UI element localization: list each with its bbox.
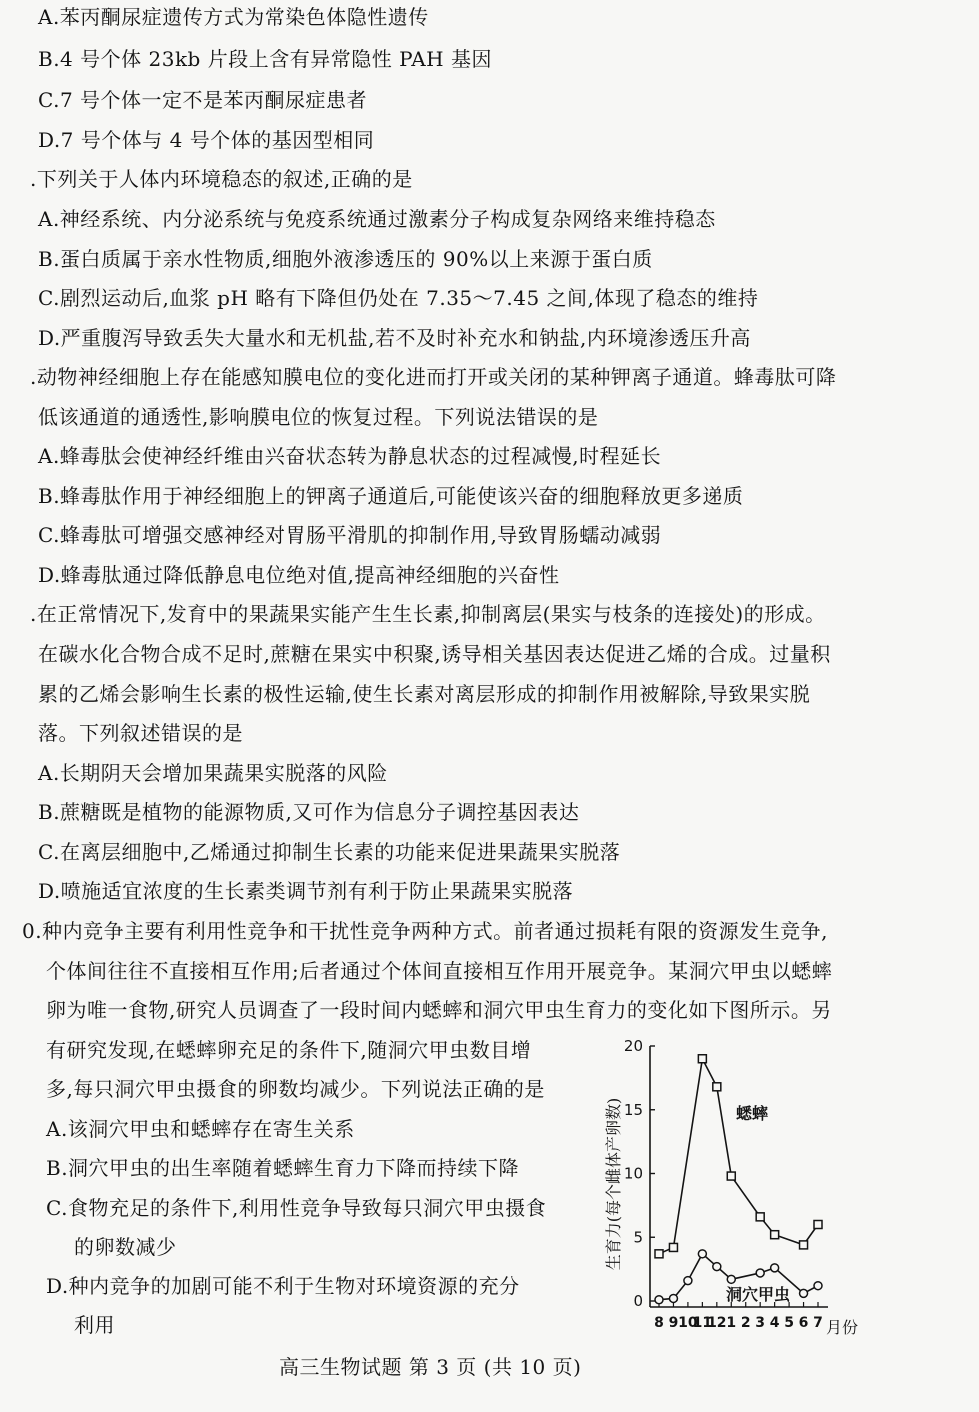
q10-stem-line-4: 有研究发现,在蟋蟀卵充足的条件下,随洞穴甲虫数目增 — [46, 1038, 532, 1062]
x-tick-label: 2 — [740, 1315, 751, 1331]
page-footer: 高三生物试题 第 3 页 (共 10 页) — [279, 1355, 582, 1379]
x-tick-label: 1 — [726, 1315, 737, 1331]
cricket-data-point — [669, 1243, 677, 1251]
q10-option-c-cont: 的卵数减少 — [74, 1235, 177, 1259]
y-tick-label: 5 — [633, 1228, 643, 1247]
q7-stem: .下列关于人体内环境稳态的叙述,正确的是 — [30, 167, 413, 191]
cricket-data-point — [655, 1250, 663, 1258]
x-tick-label: 10 — [678, 1315, 698, 1331]
x-tick-label: 6 — [798, 1315, 809, 1331]
q10-option-b: B.洞穴甲虫的出生率随着蟋蟀生育力下降而持续下降 — [46, 1156, 520, 1180]
x-tick-label: 11 — [692, 1315, 713, 1331]
q8-stem-line-1: .动物神经细胞上存在能感知膜电位的变化进而打开或关闭的某种钾离子通道。蜂毒肽可降 — [30, 365, 837, 389]
option-c-individual-7: C.7 号个体一定不是苯丙酮尿症患者 — [38, 88, 368, 112]
q8-option-a: A.蜂毒肽会使神经纤维由兴奋状态转为静息状态的过程减慢,时程延长 — [38, 444, 662, 468]
option-d-genotype: D.7 号个体与 4 号个体的基因型相同 — [38, 128, 375, 152]
q10-option-c: C.食物充足的条件下,利用性竞争导致每只洞穴甲虫摄食 — [46, 1196, 547, 1220]
y-tick-label: 20 — [623, 1037, 643, 1055]
q7-option-c: C.剧烈运动后,血浆 pH 略有下降但仍处在 7.35～7.45 之间,体现了稳态的维持 — [38, 286, 759, 310]
beetle-data-point — [756, 1269, 764, 1277]
y-tick-label: 15 — [623, 1100, 643, 1119]
beetle-data-point — [713, 1263, 721, 1271]
q9-option-d: D.喷施适宜浓度的生长素类调节剂有利于防止果蔬果实脱落 — [38, 879, 574, 903]
cricket-data-point — [756, 1213, 764, 1221]
cricket-data-point — [698, 1055, 706, 1063]
x-tick-label: 4 — [769, 1315, 780, 1331]
series-lines — [659, 1059, 818, 1300]
q10-stem-line-5: 多,每只洞穴甲虫摄食的卵数均减少。下列说法正确的是 — [46, 1077, 545, 1101]
y-tick-label: 0 — [633, 1292, 643, 1310]
beetle-data-point — [814, 1282, 822, 1290]
q7-option-a: A.神经系统、内分泌系统与免疫系统通过激素分子构成复杂网络来维持稳态 — [38, 207, 716, 231]
cricket-data-point — [727, 1172, 735, 1180]
beetle-data-point — [800, 1289, 808, 1297]
q7-option-d: D.严重腹泻导致丢失大量水和无机盐,若不及时补充水和钠盐,内环境渗透压升高 — [38, 326, 751, 350]
q10-stem-line-2: 个体间往往不直接相互作用;后者通过个体间直接相互作用开展竞争。某洞穴甲虫以蟋蟀 — [46, 959, 833, 983]
q8-stem-line-2: 低该通道的通透性,影响膜电位的恢复过程。下列说法错误的是 — [38, 405, 599, 429]
x-tick-label: 7 — [813, 1315, 823, 1331]
q8-option-c: C.蜂毒肽可增强交感神经对胃肠平滑肌的抑制作用,导致胃肠蠕动减弱 — [38, 523, 662, 547]
q8-option-d: D.蜂毒肽通过降低静息电位绝对值,提高神经细胞的兴奋性 — [38, 563, 560, 587]
q10-option-d-cont: 利用 — [74, 1313, 115, 1337]
beetle-data-point — [698, 1250, 706, 1258]
beetle-data-point — [727, 1275, 735, 1283]
x-tick-label: 3 — [755, 1315, 766, 1331]
q8-option-b: B.蜂毒肽作用于神经细胞上的钾离子通道后,可能使该兴奋的细胞释放更多递质 — [38, 484, 744, 508]
q9-stem-line-3: 累的乙烯会影响生长素的极性运输,使生长素对离层形成的抑制作用被解除,导致果实脱 — [38, 682, 811, 706]
y-axis-label: 生育力(每个雌体产卵数) — [604, 1097, 623, 1271]
q9-stem-line-2: 在碳水化合物合成不足时,蔗糖在果实中积聚,诱导相关基因表达促进乙烯的合成。过量积 — [38, 642, 831, 666]
q10-option-d: D.种内竞争的加剧可能不利于生物对环境资源的充分 — [46, 1274, 520, 1298]
x-tick-label: 12 — [707, 1315, 727, 1331]
option-a-pku-inheritance: A.苯丙酮尿症遗传方式为常染色体隐性遗传 — [38, 5, 429, 29]
legend-label-beetle: 洞穴甲虫 — [726, 1285, 791, 1304]
x-tick-label: 8 — [654, 1315, 664, 1331]
x-tick-label: 9 — [668, 1315, 679, 1331]
beetle-data-point — [655, 1296, 663, 1304]
series-line-cricket — [659, 1059, 818, 1254]
x-axis-label: 月份 — [826, 1318, 859, 1337]
q10-stem-line-1: 0.种内竞争主要有利用性竞争和干扰性竞争两种方式。前者通过损耗有限的资源发生竞争, — [22, 919, 828, 943]
legend-label-cricket: 蟋蟀 — [736, 1104, 769, 1123]
fecundity-chart — [598, 1036, 868, 1342]
chart-axes — [650, 1046, 828, 1307]
cricket-data-point — [814, 1221, 822, 1229]
q9-option-a: A.长期阴天会增加果蔬果实脱落的风险 — [38, 761, 388, 785]
beetle-data-point — [771, 1264, 779, 1272]
cricket-data-point — [771, 1231, 779, 1239]
q9-option-c: C.在离层细胞中,乙烯通过抑制生长素的功能来促进果蔬果实脱落 — [38, 840, 621, 864]
y-tick-label: 10 — [623, 1164, 643, 1183]
x-tick-label: 5 — [784, 1315, 794, 1331]
q10-option-a: A.该洞穴甲虫和蟋蟀存在寄生关系 — [46, 1117, 355, 1141]
beetle-data-point — [684, 1277, 692, 1285]
cricket-data-point — [800, 1241, 808, 1249]
q9-option-b: B.蔗糖既是植物的能源物质,又可作为信息分子调控基因表达 — [38, 800, 580, 824]
beetle-data-point — [669, 1294, 677, 1302]
series-markers — [655, 1055, 822, 1304]
q9-stem-line-4: 落。下列叙述错误的是 — [38, 721, 243, 745]
q9-stem-line-1: .在正常情况下,发育中的果蔬果实能产生生长素,抑制离层(果实与枝条的连接处)的形成。 — [30, 602, 826, 626]
option-b-individual-4: B.4 号个体 23kb 片段上含有异常隐性 PAH 基因 — [38, 47, 492, 71]
q10-stem-line-3: 卵为唯一食物,研究人员调查了一段时间内蟋蟀和洞穴甲虫生育力的变化如下图所示。另 — [46, 998, 832, 1022]
cricket-data-point — [713, 1083, 721, 1091]
q7-option-b: B.蛋白质属于亲水性物质,细胞外液渗透压的 90%以上来源于蛋白质 — [38, 247, 653, 271]
